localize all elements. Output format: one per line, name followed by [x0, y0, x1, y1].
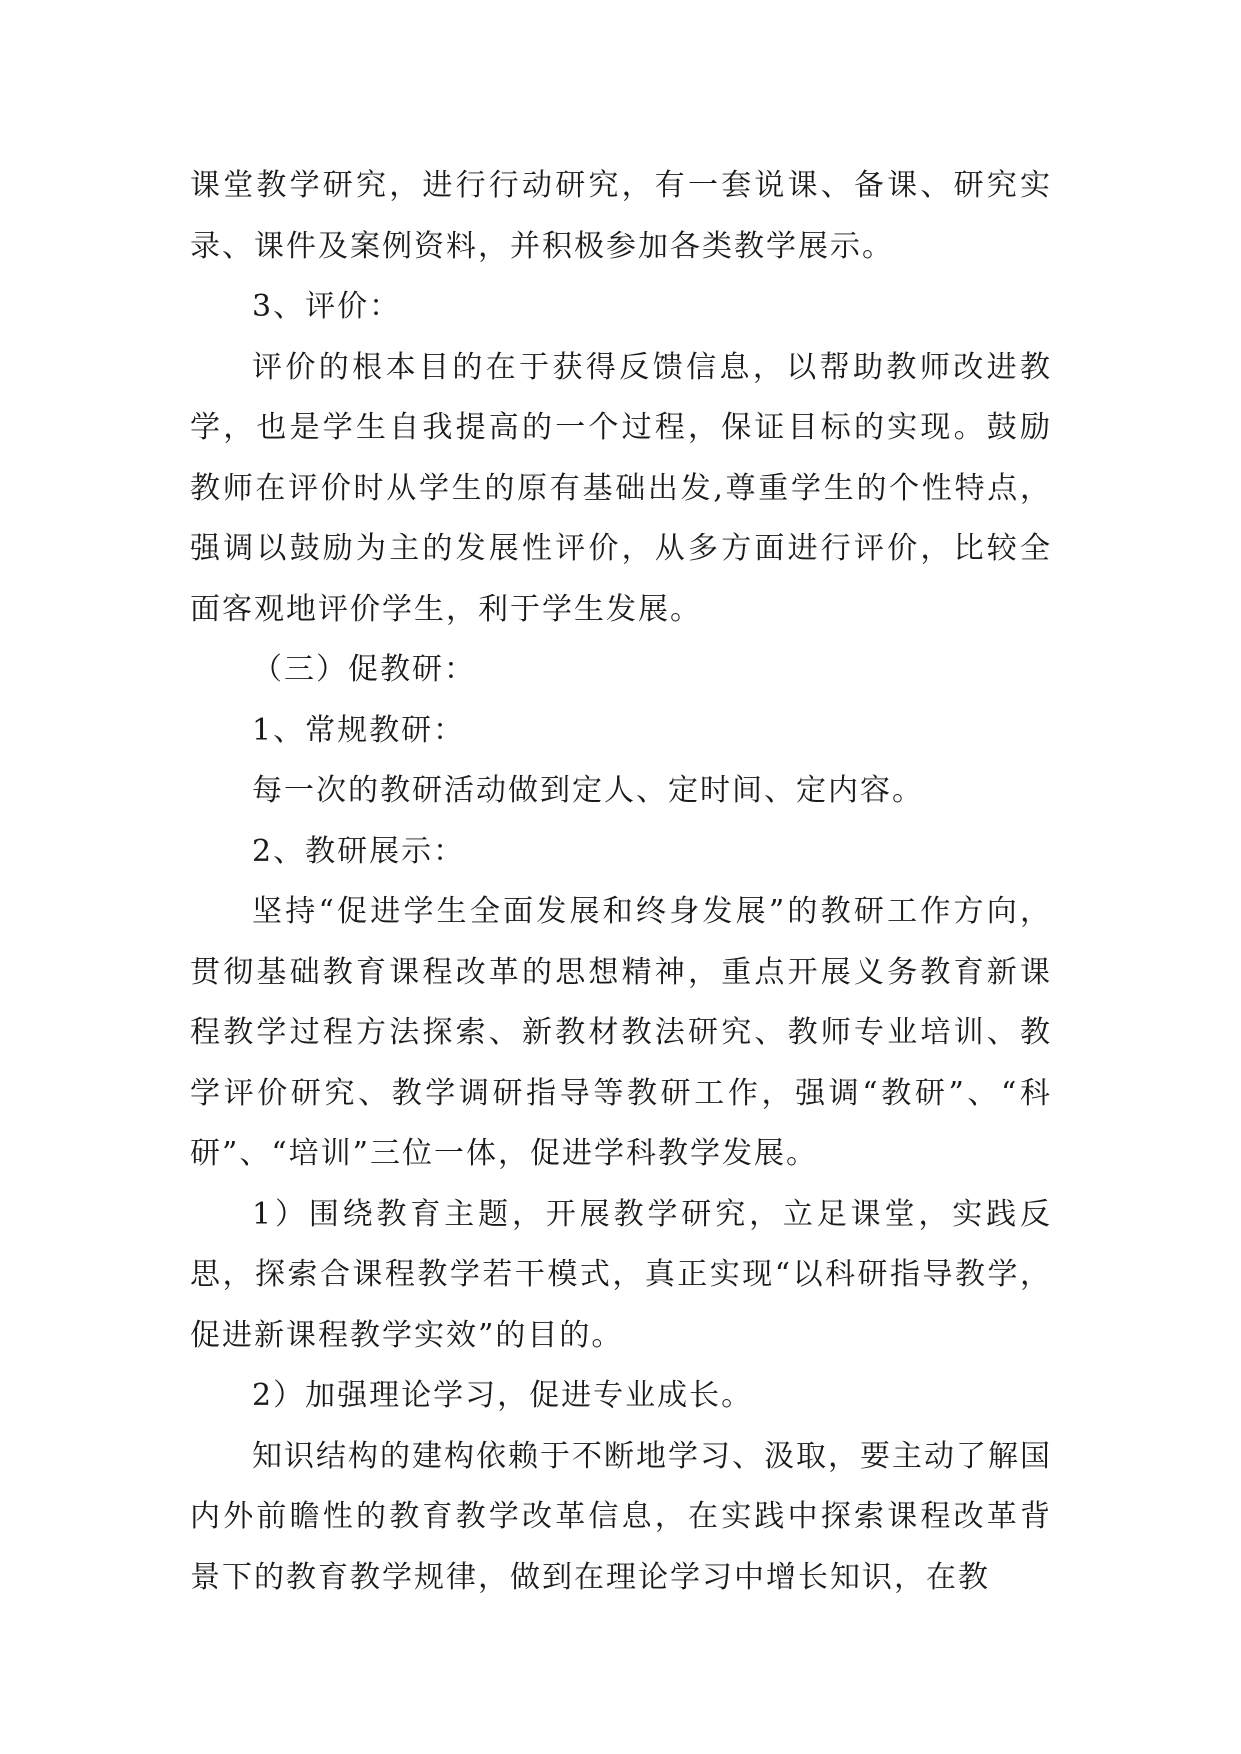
- heading-research-showcase: 2、教研展示：: [252, 833, 466, 869]
- paragraph-item-1: 1）围绕教育主题，开展教学研究，立足课堂，实践反思，探索合课程教学若干模式，真正实现“以科研指导教学，促进新课程教学实效”的目的。: [190, 1196, 1052, 1353]
- heading-routine-research: 1、常规教研：: [252, 712, 466, 748]
- paragraph-continuation: 课堂教学研究，进行行动研究，有一套说课、备课、研究实录、课件及案例资料，并积极参加各类教学展示。: [190, 168, 1052, 264]
- paragraph-routine-research: 每一次的教研活动做到定人、定时间、定内容。: [252, 773, 924, 808]
- paragraph-knowledge: 知识结构的建构依赖于不断地学习、汲取，要主动了解国内外前瞻性的教育教学改革信息，在实践中探索课程改革背景下的教育教学规律，做到在理论学习中增长知识，在教: [190, 1438, 1052, 1595]
- heading-evaluation: 3、评价：: [252, 289, 402, 324]
- paragraph-evaluation: 评价的根本目的在于获得反馈信息，以帮助教师改进教学，也是学生自我提高的一个过程，保证目标的实现。鼓励教师在评价时从学生的原有基础出发,尊重学生的个性特点，强调以鼓励为主的发展性评价，从多方面进行评价，比较全面客观地评价学生，利于学生发展。: [190, 349, 1052, 627]
- paragraph-item-2: 2）加强理论学习，促进专业成长。: [252, 1378, 754, 1413]
- paragraph-research-showcase: 坚持“促进学生全面发展和终身发展”的教研工作方向，贯彻基础教育课程改革的思想精神，重点开展义务教育新课程教学过程方法探索、新教材教法研究、教师专业培训、教学评价研究、教学调研指导等教研工作，强调“教研”、“科研”、“培训”三位一体，促进学科教学发展。: [190, 894, 1052, 1171]
- heading-promote-research: （三）促教研：: [252, 652, 476, 687]
- document-body: [190, 156, 1052, 1608]
